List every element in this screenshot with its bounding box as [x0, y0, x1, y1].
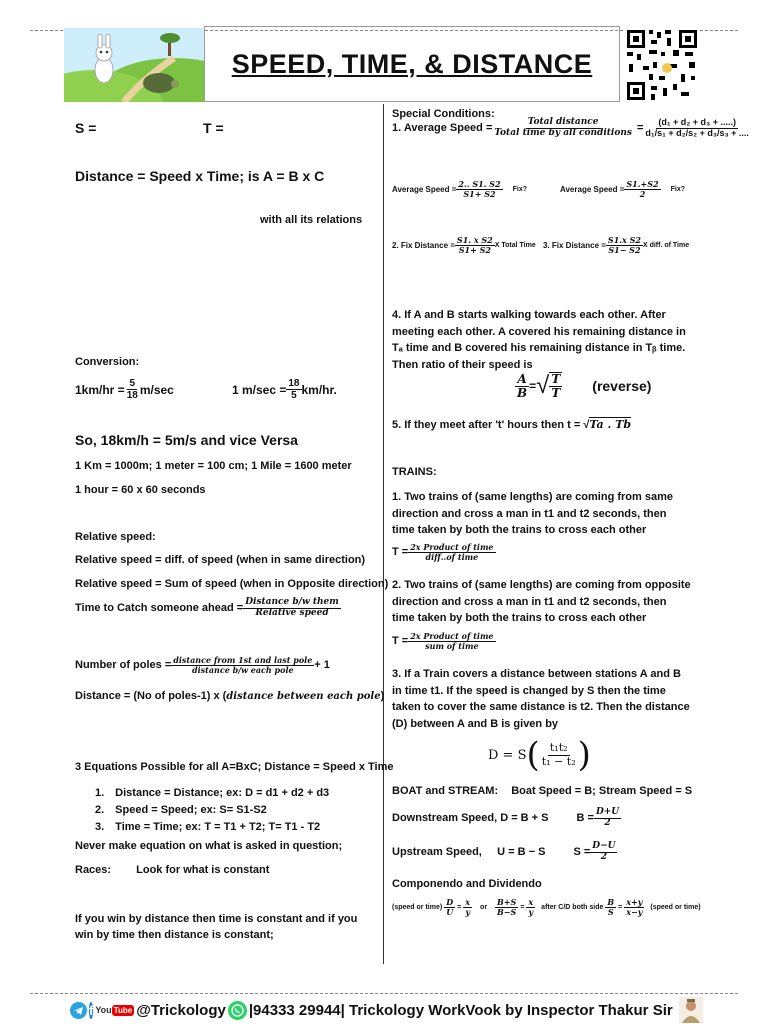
footer	[70, 996, 700, 1024]
ratio-fraction	[515, 373, 529, 400]
ratio-b: B	[517, 385, 528, 400]
fix1-den: S1+ S2	[458, 244, 491, 255]
comp-xy2-den: y	[528, 906, 534, 917]
downstream-text: Downstream Speed, D = B + S	[392, 812, 549, 825]
telegram-icon[interactable]	[70, 1002, 87, 1019]
comp-du-den: U	[446, 906, 454, 917]
footer-handle[interactable]: @Trickology	[136, 1001, 226, 1019]
train2-label: T =	[392, 635, 409, 648]
comp-eq-2: =	[520, 903, 525, 911]
races-line	[75, 864, 269, 876]
rabbit-tortoise-illustration	[64, 28, 204, 102]
down-b-den: 2	[604, 817, 611, 828]
boat-line	[392, 785, 692, 797]
comp-b-den: S	[607, 906, 614, 917]
ratio-a: A	[517, 371, 527, 386]
fix1-suffix: X Total Time	[494, 241, 536, 249]
up-s-den: 2	[600, 851, 608, 862]
fix1-fraction	[455, 236, 495, 255]
avg1-fraction	[492, 118, 634, 139]
poles-label: Number of poles =	[75, 659, 172, 672]
sqrt-icon: √	[536, 372, 550, 400]
up-s-fraction	[590, 842, 617, 863]
relations-note: with all its relations	[260, 214, 363, 226]
d-formula-prefix: D = S	[488, 747, 527, 763]
comp-b	[605, 898, 616, 917]
races-label: Races:	[75, 864, 112, 876]
train2-formula	[392, 632, 496, 651]
fix-distance-2	[392, 236, 536, 255]
page-title: SPEED, TIME, & DISTANCE	[231, 48, 593, 79]
relative-opposite: Relative speed = Sum of speed (when in Opposite direction)	[75, 578, 389, 590]
relative-title: Relative speed:	[75, 531, 156, 543]
catch-den: Relative speed	[255, 607, 329, 618]
never-line: Never make equation on what is asked in question;	[75, 840, 343, 852]
conv2-den: 5	[291, 390, 297, 401]
conv1-suffix: m/sec	[139, 382, 174, 397]
train1-text: 1. Two trains of (same lengths) are coming from same direction and cross a man in t1 and t2 seconds, then time taken by both the trains to cross each other	[392, 491, 673, 536]
avg1-eq: =	[636, 122, 644, 135]
d-formula-den: t₁ − t₂	[541, 754, 576, 768]
equation-item: 3. Time = Time; ex: T = T1 + T2; T= T1 - T2	[95, 821, 321, 833]
avg2-num: 2.. S1. S2	[458, 179, 501, 189]
up-s-label: S =	[573, 846, 591, 859]
average-speed-3	[560, 180, 685, 199]
reverse-label: (reverse)	[592, 378, 652, 395]
paren-left-icon: (	[526, 735, 540, 775]
conv2-suffix: km/hr.	[301, 382, 337, 397]
avg1-label: 1. Average Speed =	[392, 122, 493, 135]
fix-distance-3	[543, 236, 689, 255]
comp-du-num: D	[446, 897, 454, 907]
conversion-msec	[232, 378, 337, 401]
conv1-num: 5	[129, 378, 136, 389]
comp-xy	[463, 898, 472, 917]
ratio-t-num: T	[551, 372, 561, 386]
train1-num: 2x Product of time	[410, 542, 494, 552]
d-formula	[488, 735, 591, 775]
comp-xy2-num: x	[528, 897, 534, 907]
ratio-formula	[515, 372, 651, 400]
distance-poles-suffix: )	[380, 690, 385, 702]
column-divider	[380, 104, 385, 964]
bottom-divider	[30, 993, 738, 994]
comp-title: Componendo and Dividendo	[392, 878, 542, 890]
fix2-suffix: X diff. of Time	[642, 241, 690, 249]
avg1-num: Total distance	[527, 117, 599, 127]
fix1-num: S1. x S2	[456, 235, 493, 245]
conv2-prefix: 1 m/sec =	[232, 382, 287, 397]
poles-suffix: + 1	[314, 659, 330, 672]
comp-x-num: x+y	[626, 897, 643, 907]
item5-prefix: 5. If they meet after 't' hours then t =	[392, 419, 584, 431]
avg2-fraction	[456, 180, 502, 199]
d-formula-fraction	[540, 742, 578, 767]
paren-right-icon: )	[577, 735, 591, 775]
ratio-sqrt-fraction	[549, 372, 562, 400]
footer-text: |94333 29944| Trickology WorkVook by Inspector Thakur Sir	[248, 1001, 673, 1019]
item5-formula: Ta . Tb	[589, 418, 632, 431]
fix2-den: S1− S2	[608, 244, 641, 255]
train1-formula	[392, 543, 496, 562]
comp-eq: =	[457, 903, 462, 911]
train3-text: 3. If a Train covers a distance between stations A and B in time t1. If the speed is changed by S then the time taken to cover the same distance is t2. Then the distance (D) between A and B is given by	[392, 668, 690, 730]
comp-or: or	[480, 903, 488, 911]
train1-label: T =	[392, 546, 409, 559]
relative-same: Relative speed = diff. of speed (when in same direction)	[75, 554, 366, 566]
average-speed-2	[392, 180, 527, 199]
boat-text: Boat Speed = B; Stream Speed = S	[511, 785, 693, 797]
special-title: Special Conditions:	[392, 108, 495, 120]
comp-bs-den: B−S	[497, 906, 517, 917]
avg2-label: Average Speed =	[392, 184, 457, 194]
equation-item: 2. Speed = Speed; ex: S= S1-S2	[95, 804, 267, 816]
catch-fraction	[243, 598, 341, 619]
poles-num: distance from 1st and last pole	[173, 655, 313, 665]
youtube-you: You	[95, 1005, 112, 1015]
comp-bs	[495, 898, 518, 917]
comp-after: after C/D both side	[541, 903, 604, 911]
races-text: Look for what is constant	[136, 864, 270, 876]
avg2-suffix: Fix?	[512, 185, 527, 193]
item4-text: 4. If A and B starts walking towards each other. After meeting each other. A covered his remaining distance in Tₐ time and B covered his remaining distance in Tᵦ time. Then ratio of their speed is	[392, 309, 686, 371]
average-speed-1	[392, 118, 751, 139]
fix2-label: 3. Fix Distance =	[543, 240, 606, 250]
up-s-num: D−U	[592, 841, 616, 851]
t-label: T =	[203, 120, 224, 136]
ratio-eq: =	[529, 379, 537, 394]
comp-xy-num: x	[465, 897, 471, 907]
comp-formula	[392, 898, 701, 917]
poles-formula	[75, 656, 330, 675]
upstream-text: Upstream Speed, U = B − S	[392, 846, 546, 859]
comp-prefix: (speed or time)	[392, 903, 443, 911]
upstream-line	[392, 842, 617, 863]
title-box	[204, 26, 620, 102]
down-b-label: B =	[576, 812, 594, 825]
avg2-den: S1+ S2	[463, 188, 496, 199]
units-line: 1 Km = 1000m; 1 meter = 100 cm; 1 Mile = 1600 meter	[75, 460, 352, 472]
catch-num: Distance b/w them	[245, 597, 339, 607]
main-formula: Distance = Speed x Time; is A = B x C	[75, 168, 325, 184]
train2-fraction	[408, 632, 495, 651]
down-b-num: D+U	[595, 807, 620, 817]
poles-den: distance b/w each pole	[192, 664, 294, 675]
comp-x	[624, 898, 644, 917]
so-line: So, 18km/h = 5m/s and vice Versa	[75, 432, 298, 448]
conversion-kmhr	[75, 378, 174, 401]
catch-label: Time to Catch someone ahead =	[75, 602, 244, 615]
youtube-icon[interactable]	[95, 1005, 134, 1016]
avg1-big-fraction	[643, 118, 751, 139]
fix1-label: 2. Fix Distance =	[392, 240, 455, 250]
avg1-big-den: d₁/s₁ + d₂/s₂ + d₃/s₃ + ....	[645, 127, 749, 138]
hour-line: 1 hour = 60 x 60 seconds	[75, 484, 206, 496]
trains-title: TRAINS:	[392, 466, 437, 478]
fix2-fraction	[606, 236, 643, 255]
author-avatar	[679, 997, 703, 1023]
avg3-suffix: Fix?	[670, 185, 685, 193]
equations-list	[95, 784, 329, 836]
comp-b-num: B	[607, 897, 615, 907]
conv2-num: 18	[288, 378, 300, 389]
comp-x-den: x−y	[626, 906, 643, 917]
qr-code[interactable]	[625, 28, 699, 102]
avg3-fraction	[624, 180, 660, 199]
d-formula-num: t₁t₂	[549, 741, 568, 755]
train2-num: 2x Product of time	[410, 631, 494, 641]
avg3-num: S1.+S2	[626, 179, 659, 189]
avg1-den: Total time by all conditions	[494, 127, 632, 138]
comp-suffix: (speed or time)	[650, 903, 701, 911]
distance-poles	[75, 690, 384, 702]
ratio-t-den: T	[551, 386, 561, 401]
conv2-fraction	[286, 378, 301, 401]
whatsapp-icon[interactable]	[228, 1001, 247, 1020]
equation-item: 1. Distance = Distance; ex: D = d1 + d2 + d3	[95, 787, 330, 799]
equations-title: 3 Equations Possible for all A=BxC; Distance = Speed x Time	[75, 761, 394, 773]
comp-eq-3: =	[618, 903, 623, 911]
train2-den: sum of time	[425, 640, 479, 651]
fix2-num: S1.x S2	[607, 235, 641, 245]
train2-text: 2. Two trains of (same lengths) are coming from opposite direction and cross a man in t1 and t2 seconds, then time taken by both the trains to cross each other	[392, 579, 691, 624]
comp-xy-den: y	[465, 906, 470, 917]
conversion-title: Conversion:	[75, 356, 140, 368]
comp-du	[444, 898, 455, 917]
poles-fraction	[171, 656, 314, 675]
avg3-den: 2	[639, 188, 646, 199]
facebook-icon[interactable]: f	[89, 1002, 94, 1018]
s-label: S =	[75, 120, 97, 136]
conv1-den: 18	[126, 390, 138, 401]
downstream-line	[392, 808, 621, 829]
avg3-label: Average Speed =	[560, 184, 625, 194]
avg1-big-num: (d₁ + d₂ + d₃ + .....)	[658, 117, 736, 127]
sqrt-icon: √	[583, 419, 590, 431]
boat-title: BOAT and STREAM:	[392, 785, 499, 797]
distance-poles-italic: distance between each pole	[226, 691, 381, 702]
conv1-prefix: 1km/hr =	[75, 382, 125, 397]
win-line: If you win by distance then time is constant and if you win by time then distance is constant;	[75, 913, 358, 941]
youtube-tube-icon: Tube	[113, 1005, 133, 1015]
train1-fraction	[408, 543, 495, 562]
item5-line	[392, 418, 631, 431]
distance-poles-prefix: Distance = (No of poles-1) x (	[75, 690, 227, 702]
comp-xy2	[526, 898, 535, 917]
catch-formula	[75, 598, 341, 619]
train1-den: diff..of time	[425, 551, 479, 562]
comp-bs-num: B+S	[497, 897, 517, 907]
down-b-fraction	[594, 808, 621, 829]
conv1-fraction	[125, 378, 140, 401]
